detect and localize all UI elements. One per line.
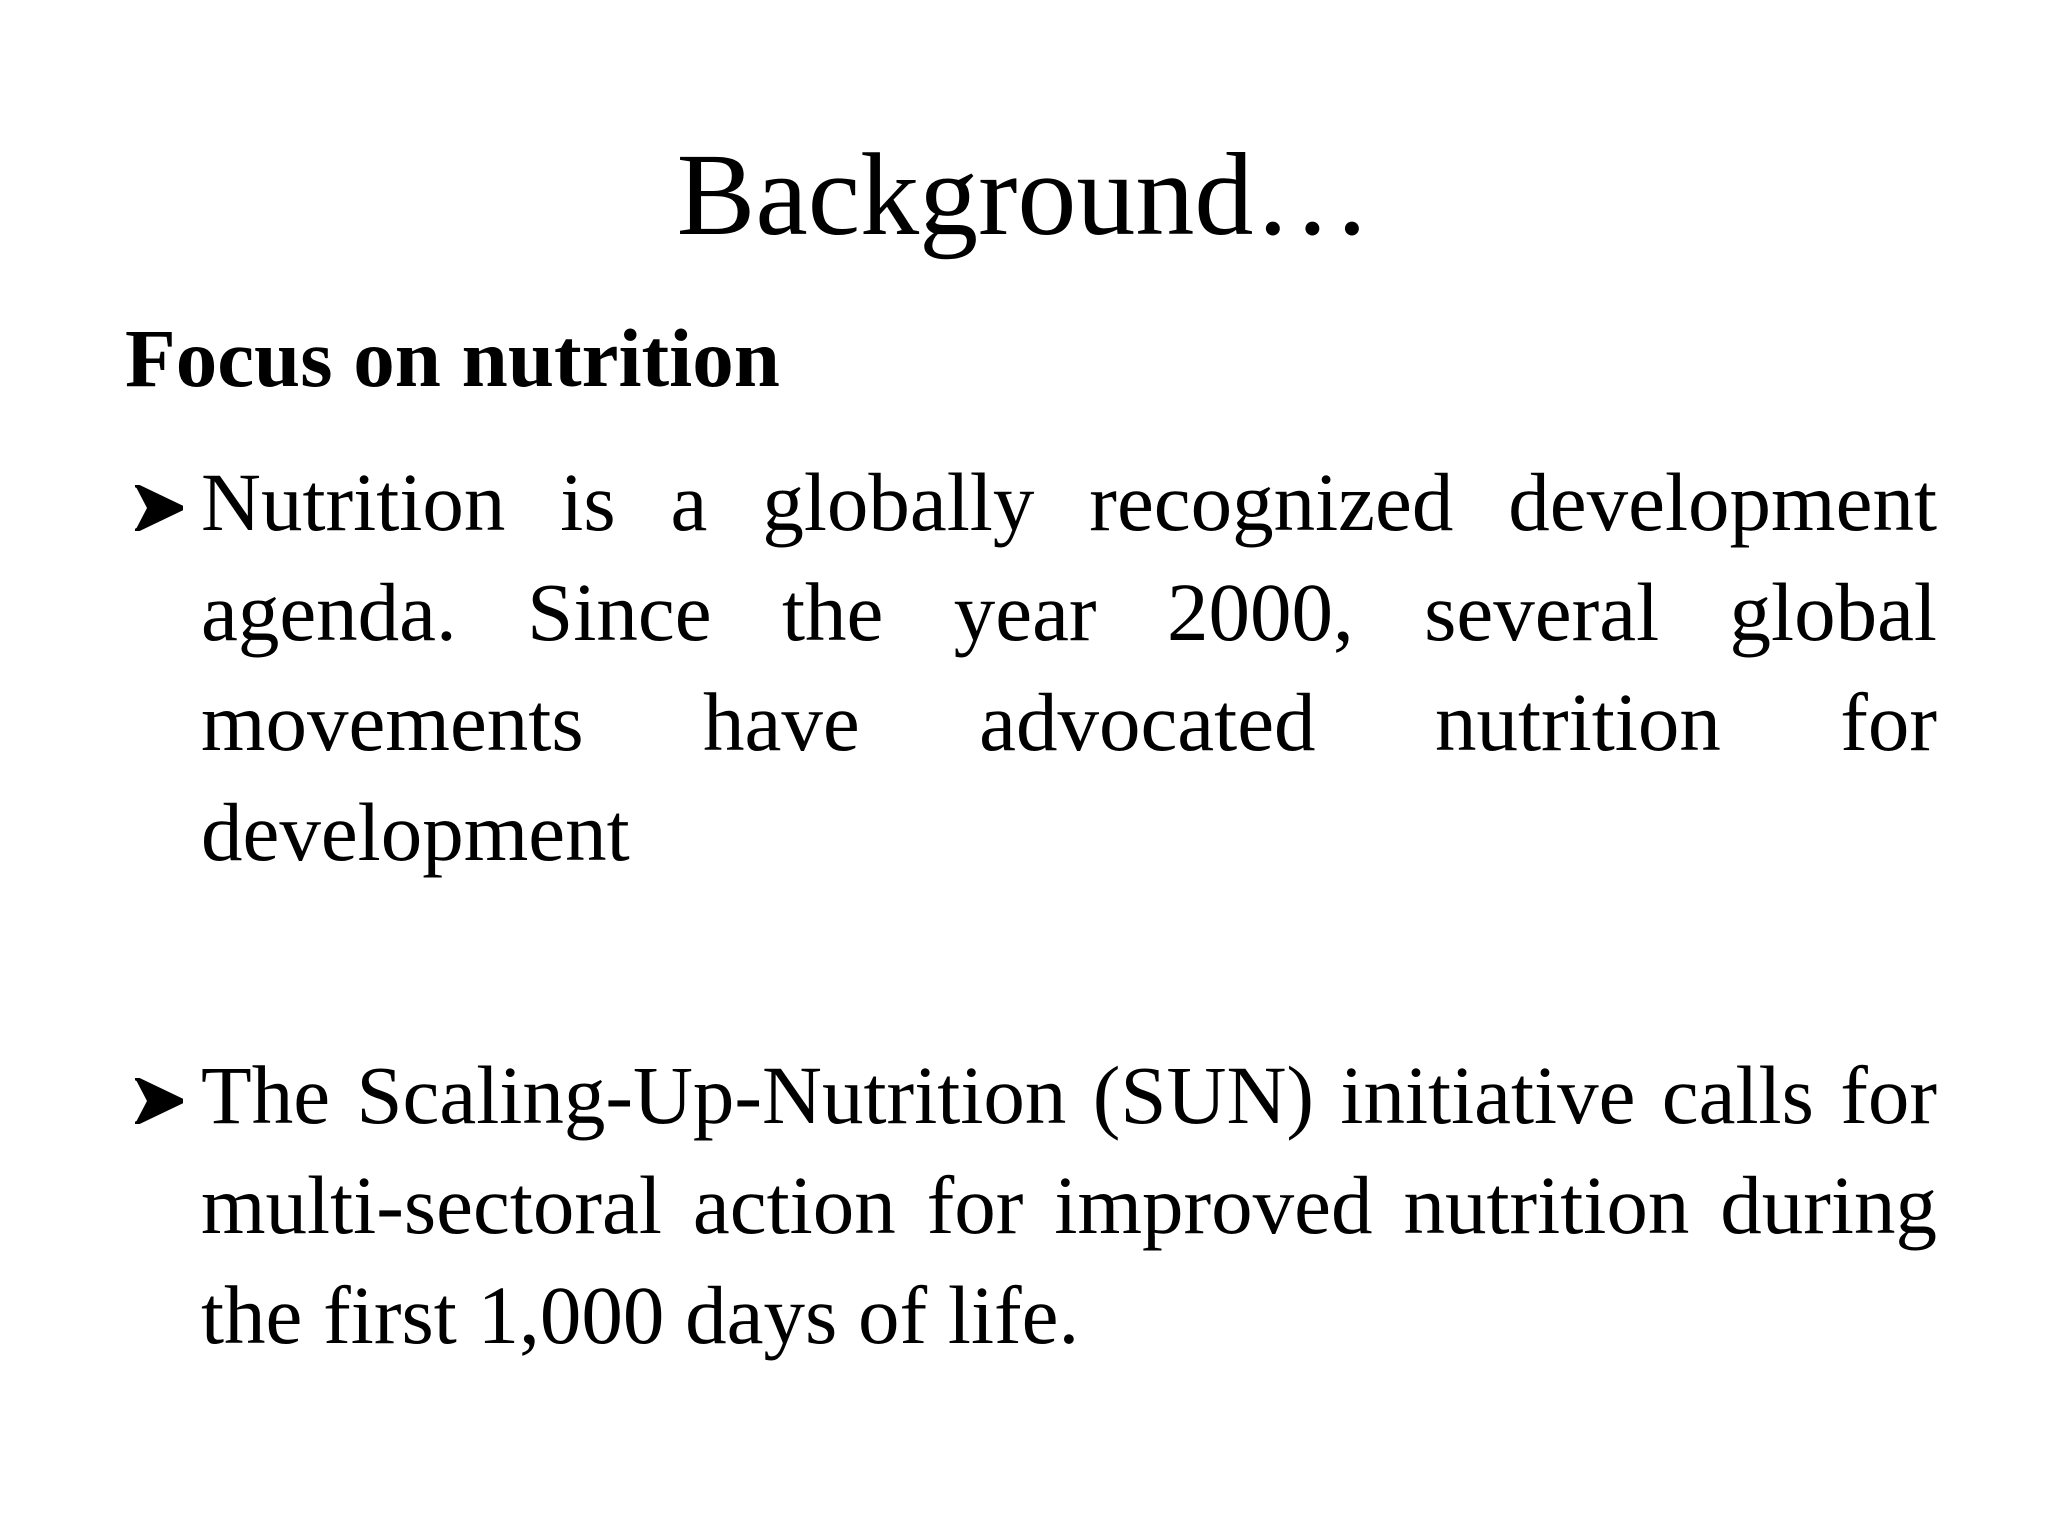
section-heading: Focus on nutrition [125,312,780,404]
slide-title: Background… [676,129,1372,260]
bullet-item [125,1040,1937,1370]
arrowhead-bullet-icon [125,447,195,557]
bullet-text: Nutrition is a globally recognized development agenda. Since the year 2000, several global movements have advocated nutrition for development [201,456,1937,878]
arrowhead-bullet-icon [125,1040,195,1150]
bullet-item [125,447,1937,887]
bullet-text: The Scaling-Up-Nutrition (SUN) initiative calls for multi-sectoral action for improved nutrition during the first 1,000 days of life. [201,1049,1937,1361]
